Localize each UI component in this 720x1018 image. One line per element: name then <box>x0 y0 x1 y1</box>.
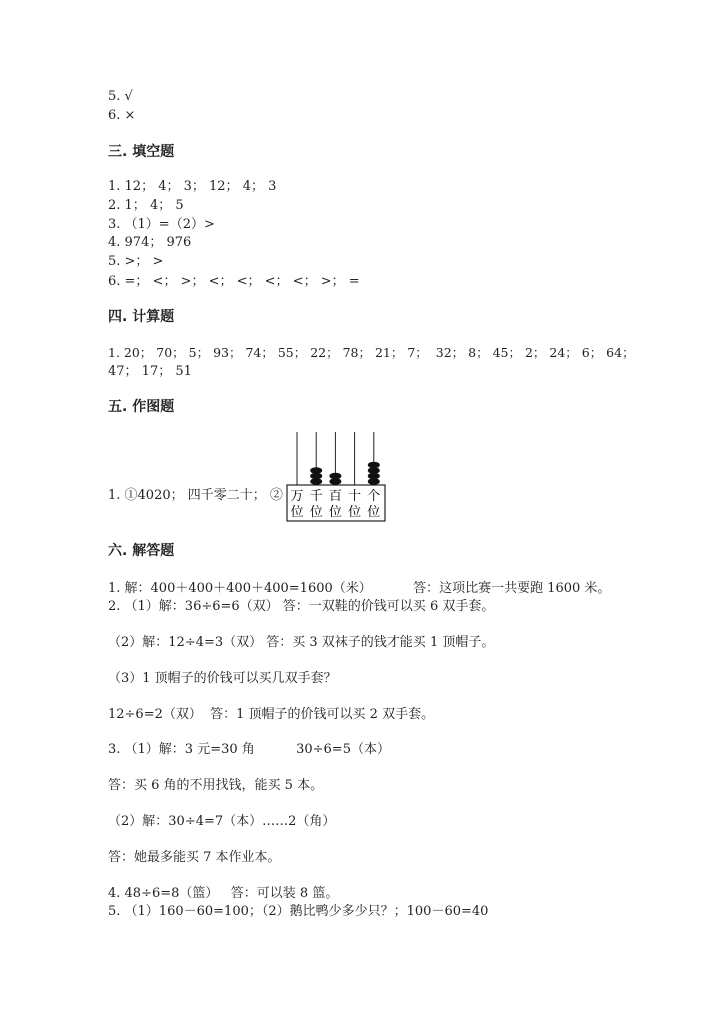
answer-line: 1. 解：400＋400＋400＋400=1600（米） 答：这项比赛一共要跑 1600 米。 <box>108 581 611 596</box>
answer-line: 5. >； > <box>108 254 164 269</box>
section-heading: 六. 解答题 <box>108 543 175 559</box>
answer-line: （2）解：12÷4=3（双） 答：买 3 双袜子的钱才能买 1 顶帽子。 <box>108 635 495 650</box>
answer-line: （3）1 顶帽子的价钱可以买几双手套？ <box>108 671 337 686</box>
section-heading: 四. 计算题 <box>108 309 175 325</box>
answer-line: 5. （1）160－60=100；（2）鹅比鸭少多少只？；100－60=40 <box>108 904 489 919</box>
place-label: 万 <box>290 489 304 504</box>
answer-line: 3. （1）=（2）> <box>108 217 215 232</box>
abacus-bead <box>310 467 322 474</box>
answer-line: 3. （1）解：3 元=30 角 30÷6=5（本） <box>108 742 390 757</box>
abacus-diagram <box>284 430 388 524</box>
section-heading: 五. 作图题 <box>108 399 175 415</box>
answer-line: 47； 17； 51 <box>108 364 192 379</box>
answer-line: 2. 1； 4； 5 <box>108 198 184 213</box>
answer-line: 1. 20； 70； 5； 93； 74； 55； 22； 78； 21； 7； 32； 8； 45； 2； 24； 6； 64； <box>108 345 635 360</box>
answer-line: 1. 12； 4； 3； 12； 4； 3 <box>108 179 277 194</box>
answer-line: 答：买 6 角的不用找钱，能买 5 本。 <box>108 778 324 793</box>
answer-line: 5. √ <box>108 89 133 104</box>
answer-line: 2. （1）解：36÷6=6（双） 答：一双鞋的价钱可以买 6 双手套。 <box>108 599 495 614</box>
answer-line: 6. × <box>108 108 136 123</box>
place-label: 个 <box>367 489 381 504</box>
section-heading: 三. 填空题 <box>108 144 175 160</box>
place-label: 位 <box>309 505 323 520</box>
place-label: 千 <box>309 489 323 504</box>
answer-line: 4. 48÷6=8（篮） 答：可以装 8 篮。 <box>108 886 339 901</box>
answer-line: 1. ①4020； 四千零二十； ② <box>108 488 283 503</box>
place-label: 位 <box>348 505 362 520</box>
answer-line: 答：她最多能买 7 本作业本。 <box>108 850 281 865</box>
place-label: 位 <box>290 505 304 520</box>
answer-line: 6. =； <； >； <； <； <； <； >； = <box>108 274 360 289</box>
abacus-bead <box>368 462 380 469</box>
place-label: 十 <box>348 489 362 504</box>
abacus-bead <box>329 473 341 480</box>
place-label: 百 <box>328 489 342 504</box>
answer-line: （2）解：30÷4=7（本）……2（角） <box>108 814 336 829</box>
place-label: 位 <box>328 505 342 520</box>
answer-line: 12÷6=2（双） 答：1 顶帽子的价钱可以买 2 双手套。 <box>108 707 435 722</box>
answer-line: 4. 974； 976 <box>108 235 192 250</box>
place-label: 位 <box>367 505 381 520</box>
